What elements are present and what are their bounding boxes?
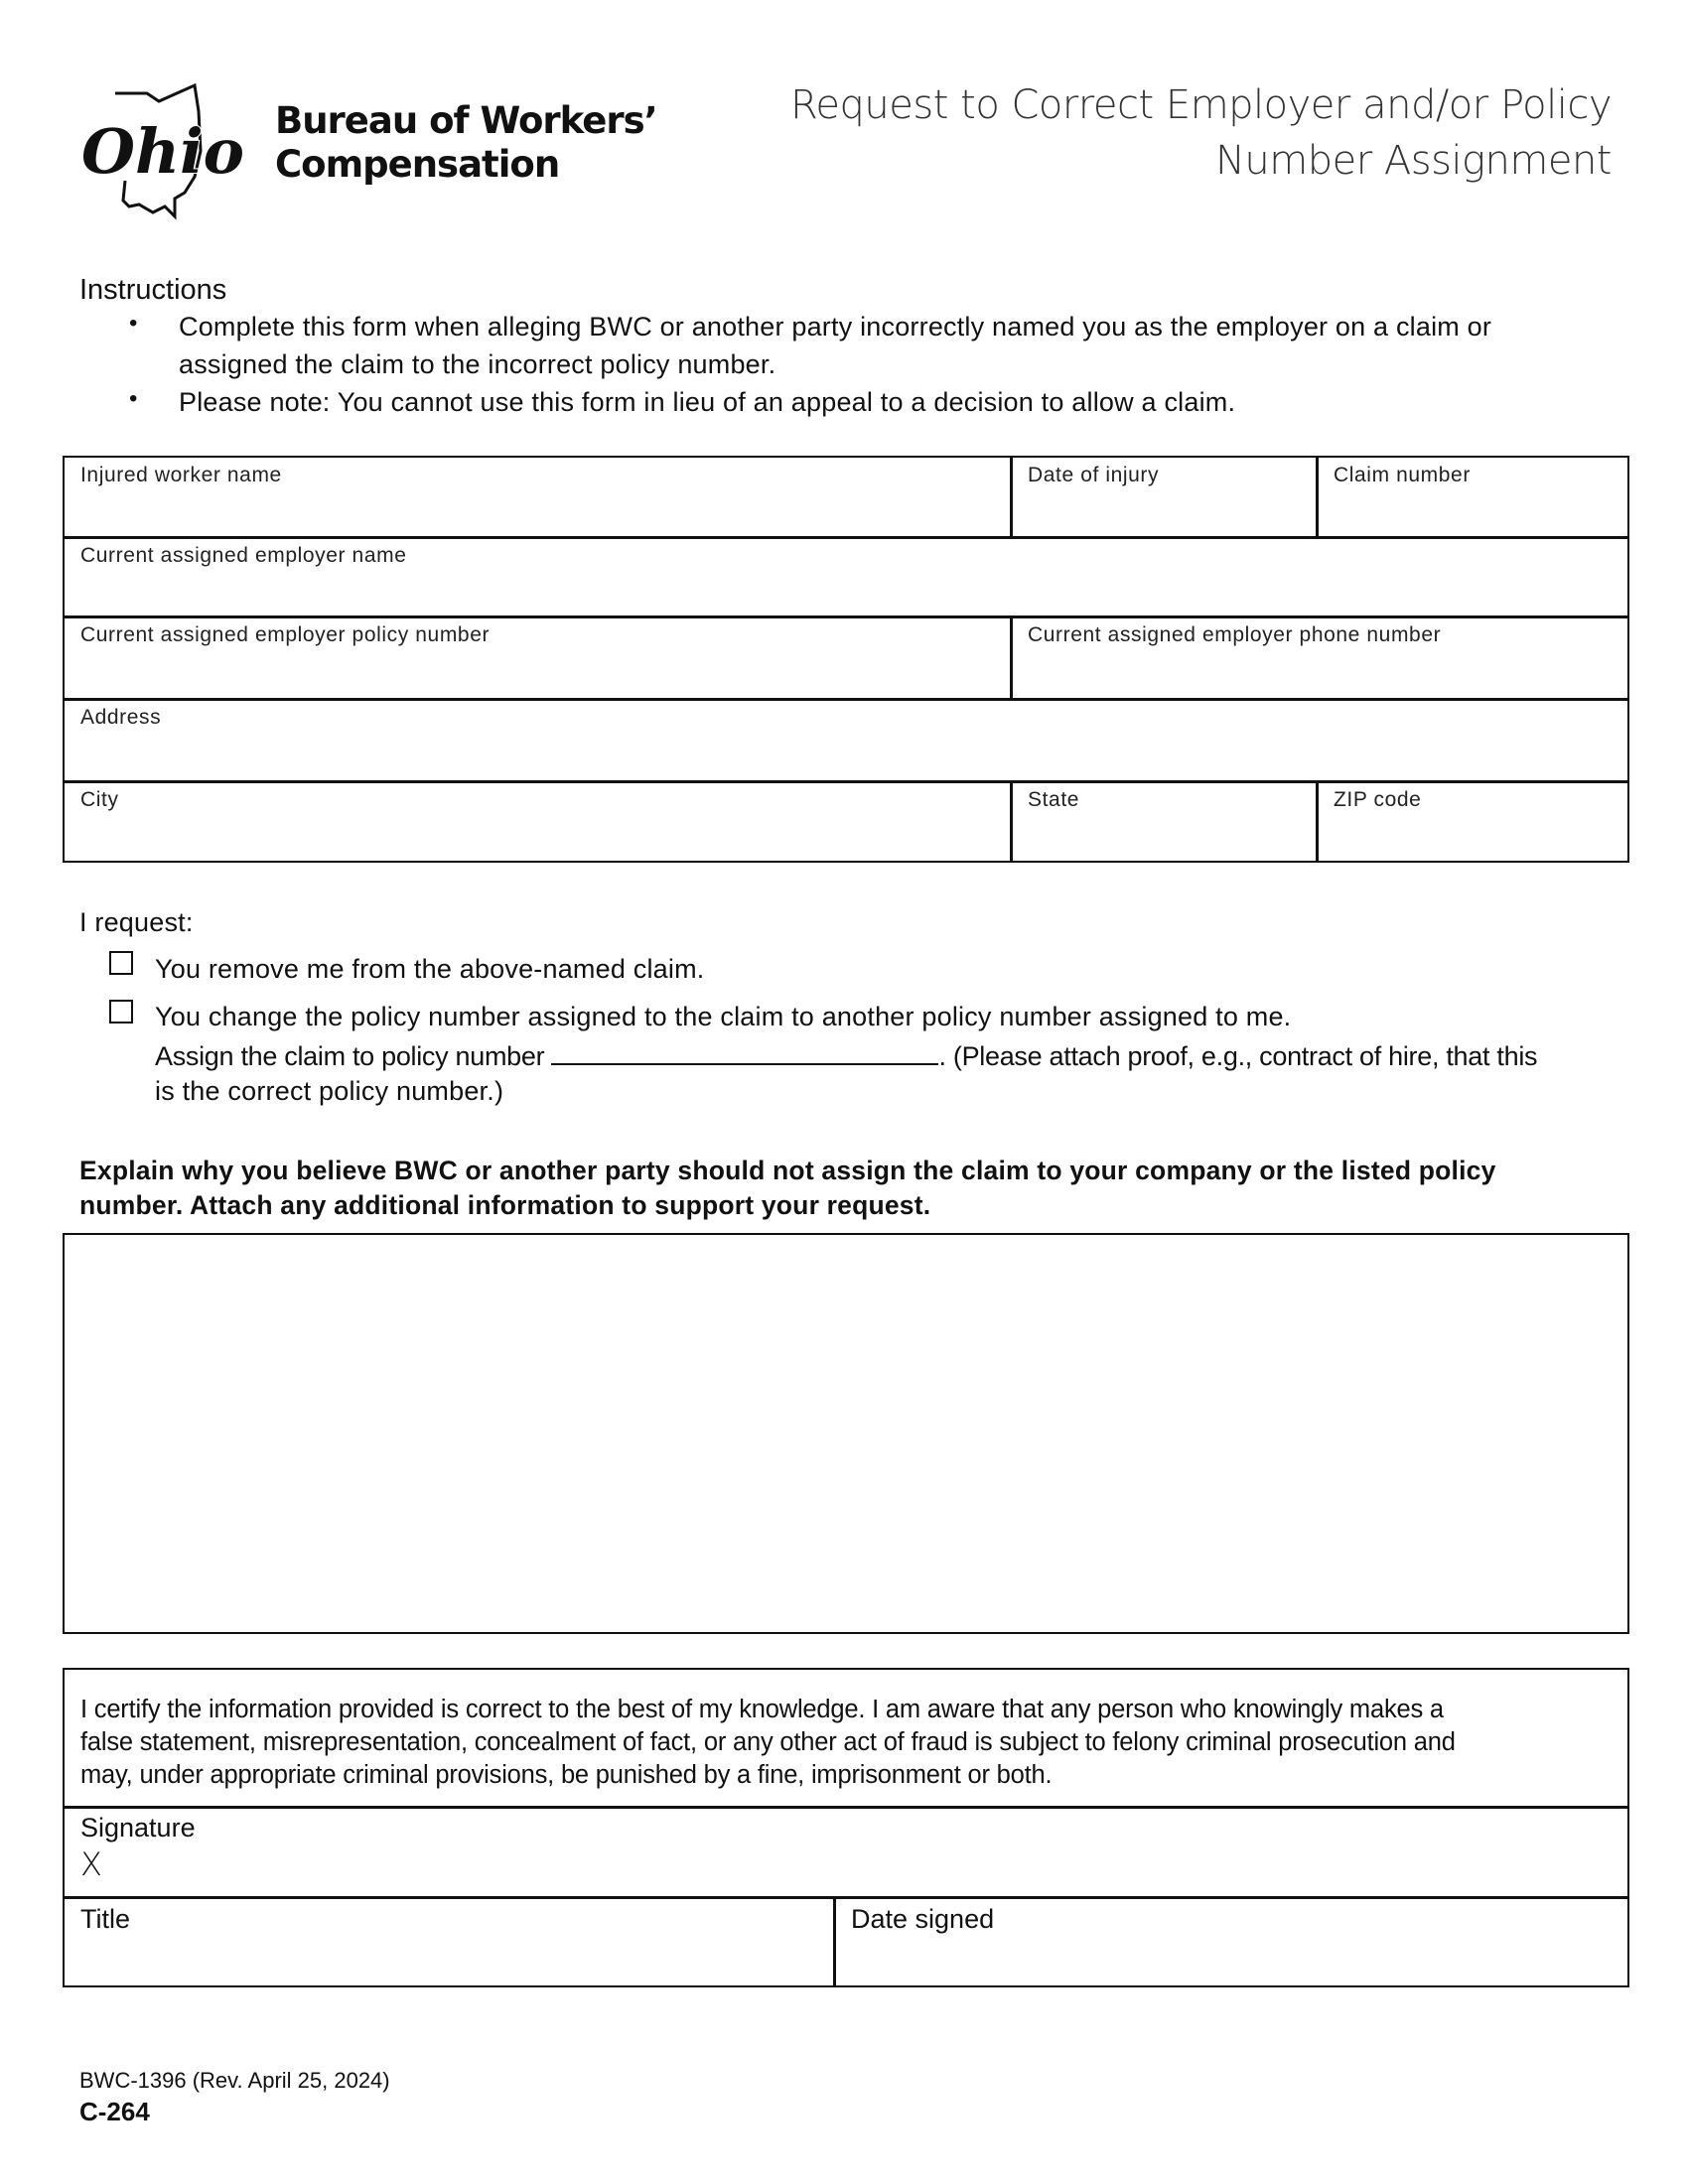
city-label: City: [80, 788, 119, 811]
zip-field[interactable]: [1316, 780, 1629, 863]
injured-worker-name-field[interactable]: [63, 456, 1013, 539]
request-label: I request:: [79, 907, 194, 937]
change-policy-number-label: You change the policy number assigned to the claim to another policy number assigned to me.: [155, 1002, 1292, 1031]
bullet-icon: •: [129, 385, 138, 412]
form-code: C-264: [79, 2097, 150, 2126]
org-name-line1: Bureau of Workers’: [275, 99, 657, 142]
signature-label: Signature: [80, 1813, 196, 1843]
logo-text: Ohio: [81, 115, 244, 188]
address-field[interactable]: [63, 698, 1629, 783]
employer-policy-number-label: Current assigned employer policy number: [80, 623, 491, 646]
employer-name-field[interactable]: [63, 536, 1629, 618]
ohio-state-outline-icon: [77, 81, 256, 220]
form-id: BWC-1396 (Rev. April 25, 2024): [79, 2068, 390, 2093]
assign-policy-line: [155, 1035, 1537, 1075]
certification-line3: may, under appropriate criminal provisions, be punished by a fine, imprisonment or both.: [80, 1761, 1053, 1789]
state-field[interactable]: [1010, 780, 1319, 863]
certification-line2: false statement, misrepresentation, concealment of fact, or any other act of fraud is subject to felony criminal prosecution and: [80, 1728, 1456, 1756]
explain-prompt-line2: number. Attach any additional information to support your request.: [79, 1190, 931, 1220]
injured-worker-name-label: Injured worker name: [80, 464, 282, 486]
change-policy-number-checkbox[interactable]: [109, 1000, 133, 1024]
employer-phone-field[interactable]: [1010, 615, 1629, 701]
explain-prompt-line1: Explain why you believe BWC or another party should not assign the claim to your company or the listed policy: [79, 1156, 1496, 1185]
certification-statement: [63, 1668, 1629, 1809]
org-name-line2: Compensation: [275, 143, 560, 186]
date-of-injury-field[interactable]: [1010, 456, 1319, 539]
instruction-1-line2: assigned the claim to the incorrect policy number.: [179, 349, 776, 379]
title-label: Title: [80, 1904, 131, 1934]
signature-field[interactable]: [63, 1806, 1629, 1899]
remove-from-claim-label: You remove me from the above-named claim.: [155, 954, 705, 984]
explanation-textarea[interactable]: [63, 1233, 1629, 1634]
remove-from-claim-checkbox[interactable]: [109, 951, 133, 975]
certification-line1: I certify the information provided is correct to the best of my knowledge. I am aware that any person who knowingly makes a: [80, 1696, 1444, 1723]
employer-phone-label: Current assigned employer phone number: [1028, 623, 1442, 646]
bullet-icon: •: [129, 310, 138, 337]
date-signed-field[interactable]: [833, 1896, 1629, 1987]
state-label: State: [1028, 788, 1080, 811]
form-title-line2: Number Assignment: [1214, 138, 1612, 184]
address-label: Address: [80, 706, 162, 729]
employer-name-label: Current assigned employer name: [80, 544, 407, 567]
signature-x-icon: X: [80, 1845, 102, 1883]
instructions-heading: Instructions: [79, 274, 227, 306]
assign-policy-suffix: . (Please attach proof, e.g., contract of hire, that this: [938, 1041, 1538, 1071]
city-field[interactable]: [63, 780, 1013, 863]
date-signed-label: Date signed: [851, 1904, 995, 1934]
zip-label: ZIP code: [1334, 788, 1422, 811]
form-title-line1: Request to Correct Employer and/or Policy: [789, 82, 1612, 128]
ohio-logo: [77, 81, 256, 220]
instruction-1-line1: Complete this form when alleging BWC or another party incorrectly named you as the employer on a claim or: [179, 312, 1492, 341]
instruction-2: Please note: You cannot use this form in lieu of an appeal to a decision to allow a claim.: [179, 387, 1236, 417]
employer-policy-number-field[interactable]: [63, 615, 1013, 701]
claim-number-field[interactable]: [1316, 456, 1629, 539]
policy-number-input[interactable]: [551, 1035, 938, 1065]
title-field[interactable]: [63, 1896, 836, 1987]
assign-policy-prefix: Assign the claim to policy number: [155, 1041, 545, 1071]
date-of-injury-label: Date of injury: [1028, 464, 1160, 486]
assign-policy-line3: is the correct policy number.): [155, 1076, 504, 1106]
claim-number-label: Claim number: [1334, 464, 1471, 486]
